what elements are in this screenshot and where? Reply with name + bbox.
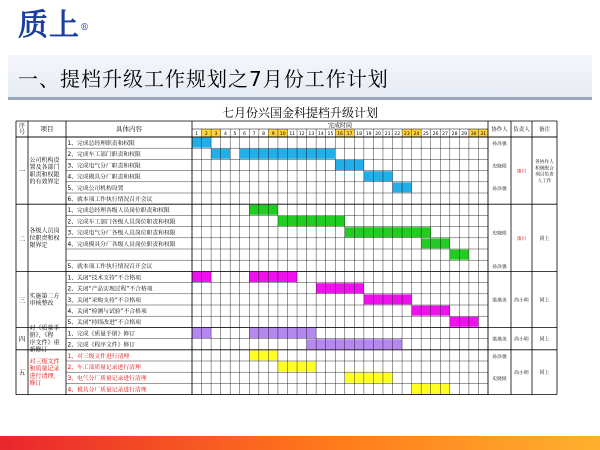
group-project: 修订 [29, 380, 42, 388]
header-remark: 备注 [538, 127, 551, 133]
day-number: 1 [195, 132, 199, 137]
group-owner: 康川 [516, 169, 527, 175]
page-title: 一、提档升级工作规划之7月份工作计划 [18, 67, 389, 91]
group-project: 实施第二方 [29, 292, 60, 300]
day-number: 12 [298, 132, 305, 137]
day-number: 25 [423, 132, 429, 137]
task-content: 2、关闭“产品实现过程”不合格项 [67, 286, 153, 293]
group-project: 审核整改 [29, 300, 54, 308]
registered-mark: ® [80, 23, 90, 33]
task-cooperator: 孙泽强 [492, 142, 507, 147]
task-content: 2、完成车工部门职责和权限 [67, 152, 141, 159]
day-number: 14 [317, 132, 324, 137]
day-number: 5 [233, 132, 237, 137]
day-number: 2 [204, 132, 208, 137]
group-project: 各级人员岗 [29, 227, 60, 235]
group-owner: 尚小明 [514, 371, 529, 377]
task-content: 5、就本项工作执行情况召开会议 [67, 264, 153, 271]
day-number: 16 [337, 132, 343, 137]
gantt-bar [450, 317, 479, 327]
day-number: 21 [384, 132, 391, 137]
task-cooperator: 孙泽强 [492, 265, 507, 271]
header-cooperator: 协作人 [491, 127, 508, 133]
group-remark: 项目负责 [535, 172, 554, 178]
day-number: 30 [470, 132, 477, 137]
gantt-bar [249, 205, 278, 215]
task-content: 3、电气分厂质量记录进行清理 [67, 376, 147, 383]
task-content: 4、完成模具分厂各级人员岗位职责和权限 [67, 241, 176, 248]
group-cooperator: 梁燕美 [492, 298, 507, 304]
group-project: 的有效界定 [29, 178, 60, 186]
group-project: 新修订 [29, 346, 48, 354]
day-number: 24 [413, 132, 420, 137]
header-owner: 负责人 [513, 127, 530, 133]
task-content: 5、完成公司机构设置 [67, 185, 124, 192]
task-content: 2、车工部质量记录进行清理 [67, 365, 141, 371]
day-number: 10 [279, 132, 286, 137]
task-cooperator: 史晓垠 [492, 231, 507, 237]
task-content: 4、模具分厂质量记录进行清理 [67, 387, 147, 394]
header-completion: 完成时间 [327, 122, 353, 130]
group-remark: 同上 [539, 235, 550, 242]
gantt-bar [278, 216, 345, 226]
group-remark: 各协作人 [535, 160, 554, 166]
day-number: 22 [394, 132, 401, 137]
day-number: 11 [289, 132, 296, 137]
day-number: 19 [365, 132, 372, 137]
task-content: 5、关闭“持续改进”不合格项 [67, 320, 141, 327]
day-number: 15 [327, 132, 334, 137]
day-number: 26 [432, 132, 439, 137]
task-cooperator: 史晓垠 [492, 164, 507, 170]
task-content: 3、完成电气分厂各级人员岗位职责和权限 [67, 230, 176, 237]
group-seq: 二 [18, 234, 26, 243]
task-content: 1、完成总经理职责和权限 [67, 141, 135, 147]
group-remark: 积极配合 [535, 166, 554, 172]
day-number: 29 [461, 132, 468, 137]
group-project: 置及各部门 [29, 164, 60, 172]
group-seq: 一 [18, 167, 26, 176]
task-content: 6、就本项工作执行情况召开会议 [67, 197, 153, 203]
group-project: 对三级文件 [29, 358, 60, 366]
group-project: 序文件》重 [29, 339, 60, 347]
day-number: 9 [271, 132, 275, 137]
group-seq: 四 [18, 335, 26, 344]
group-project: 册》、《程 [29, 332, 54, 340]
gantt-bar [316, 283, 364, 293]
group-project: 进行清理、 [29, 372, 60, 380]
task-content: 2、完成《程序文件》修订 [67, 342, 135, 349]
day-number: 23 [403, 132, 410, 137]
day-number: 28 [451, 132, 458, 137]
day-number: 20 [375, 132, 382, 137]
logo-text: 质上 [18, 8, 80, 43]
day-number: 3 [214, 132, 218, 137]
task-cooperator: 史晓垠 [492, 377, 507, 383]
day-number: 31 [480, 132, 487, 137]
group-owner: 尚小明 [514, 298, 529, 304]
header-project: 项目 [40, 125, 54, 133]
gantt-bar [249, 350, 278, 360]
group-project: 和质量记录 [29, 365, 60, 373]
day-number: 17 [346, 132, 353, 137]
header-content: 具体内容 [116, 125, 142, 133]
task-cooperator: 孙泽强 [492, 354, 507, 360]
gantt-bar [249, 328, 316, 338]
day-number: 18 [356, 132, 363, 137]
group-owner: 尚小明 [514, 337, 529, 343]
group-remark: 同上 [539, 297, 550, 304]
bottom-accent-bar [0, 436, 600, 450]
day-number: 7 [252, 132, 256, 137]
task-content: 2、完成车工部门各级人员岗位职责和权限 [67, 219, 176, 226]
gantt-bar [364, 171, 393, 181]
group-seq: 五 [18, 368, 26, 377]
task-content: 1、完成《质量手册》修订 [67, 331, 135, 338]
group-remark: 同上 [539, 370, 550, 377]
gantt-bar [335, 160, 364, 170]
task-content: 1、关闭“技术支持”不合格项 [67, 275, 141, 282]
day-number: 6 [243, 132, 246, 137]
plan-title: 七月份兴国金科提档升级计划 [221, 106, 378, 120]
day-number: 8 [262, 132, 266, 137]
gantt-bar [364, 294, 412, 304]
header-seq: 序 [18, 122, 26, 130]
gantt-bar [421, 238, 450, 248]
group-seq: 三 [18, 295, 26, 304]
task-content: 3、关闭“采购支持”不合格项 [67, 297, 141, 304]
task-content: 3、完成电气分厂职责和权限 [67, 163, 141, 170]
header-seq: 号 [18, 129, 26, 136]
day-number: 13 [308, 132, 315, 137]
day-number: 27 [442, 132, 448, 137]
task-cooperator: 孙泽强 [492, 186, 507, 192]
group-project: 职责和权限 [29, 171, 60, 179]
gantt-bar [249, 272, 297, 282]
day-number: 4 [223, 132, 227, 137]
group-project: 位职责和权 [29, 234, 60, 242]
group-project: 限界定 [29, 242, 48, 250]
group-remark: 同上 [539, 336, 550, 343]
group-cooperator: 梁燕美 [492, 337, 507, 343]
group-owner: 康川 [516, 236, 527, 242]
task-content: 4、完成模具分厂职责和权限 [67, 174, 141, 181]
task-content: 4、关闭“检测与试验”不合格项 [67, 309, 147, 315]
group-project: 对《质量手 [29, 324, 60, 332]
gantt-bar [345, 227, 431, 237]
task-content: 1、对三级文件进行清理 [67, 353, 130, 360]
group-project: 公司机构设 [29, 156, 60, 164]
gantt-bar [345, 373, 393, 383]
group-remark: 人工作 [537, 178, 552, 184]
task-content: 1、完成总经理各级人员岗位职责和权限 [67, 208, 170, 215]
